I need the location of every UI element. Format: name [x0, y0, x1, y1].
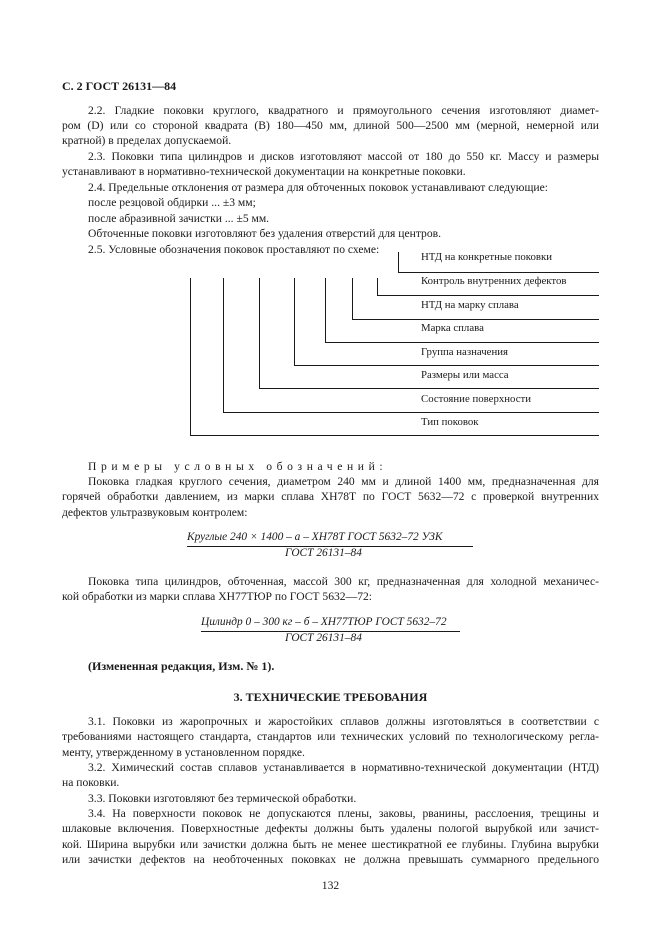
scheme-line-top [398, 252, 399, 273]
paragraph-3-3: 3.3. Поковки изготовляют без термической обработки. [88, 792, 357, 805]
scheme-hline-type [190, 435, 599, 436]
paragraph-3-1-line-1: 3.1. Поковки из жаропрочных и жаростойких сплавов должны изготовляться в соответствии с [88, 715, 599, 728]
scheme-label-size: Размеры или масса [421, 369, 509, 381]
paragraph-3-4-line-1: 3.4. На поверхности поковок не допускаются плены, заковы, рванины, расслоения, трещины и [88, 807, 599, 820]
scheme-line-control [377, 278, 378, 295]
section-3-title: 3. ТЕХНИЧЕСКИЕ ТРЕБОВАНИЯ [233, 690, 428, 704]
scheme-label-surface: Состояние поверхности [421, 393, 531, 405]
example-1-line-3: дефектов ультразвуковым контролем: [62, 506, 248, 519]
example-2-formula-denominator: ГОСТ 26131–84 [285, 632, 362, 644]
example-2-line-2: кой обработки из марки сплава ХН77ТЮР по ГОСТ 5632—72: [62, 590, 373, 603]
paragraph-2-2-line-3: кратной) в пределах допускаемой. [62, 134, 232, 147]
example-1-formula-numerator: Круглые 240 × 1400 – а – ХН78Т ГОСТ 5632–72 УЗК [187, 531, 443, 543]
scheme-line-alloy [325, 278, 326, 343]
page-header: С. 2 ГОСТ 26131—84 [62, 79, 177, 93]
paragraph-2-2-line-2: ром (D) или со стороной квадрата (B) 180—450 мм, длиной 500—2500 мм (мерной, немерной или [62, 119, 599, 132]
scheme-label-control: Контроль внутренних дефектов [421, 275, 567, 287]
paragraph-2-4-line-3: после абразивной зачистки ... ±5 мм. [88, 212, 270, 225]
paragraph-3-1-line-3: менту, утвержденному в установленном порядке. [62, 746, 305, 759]
scheme-hline-control [377, 295, 599, 296]
scheme-hline-alloy [325, 342, 599, 343]
page-number: 132 [321, 879, 340, 892]
example-2-line-1: Поковка типа цилиндров, обточенная, массой 300 кг, предназначенная для холодной механичес- [88, 575, 599, 588]
scheme-hline-alloy-ntd [352, 319, 599, 320]
paragraph-2-4-line-4: Обточенные поковки изготовляют без удаления отверстий для центров. [88, 227, 441, 240]
revision-note: (Измененная редакция, Изм. № 1). [88, 659, 275, 673]
paragraph-2-3-line-1: 2.3. Поковки типа цилиндров и дисков изготовляют массой от 180 до 550 кг. Массу и размеры [88, 150, 599, 163]
scheme-label-alloy: Марка сплава [421, 322, 484, 334]
paragraph-2-4-line-1: 2.4. Предельные отклонения от размера для обточенных поковок устанавливают следующие: [88, 181, 548, 194]
example-1-formula-denominator: ГОСТ 26131–84 [285, 547, 362, 559]
scheme-line-group [294, 278, 295, 365]
examples-heading: Примеры условных обозначений: [88, 460, 388, 473]
scheme-hline-group [294, 365, 599, 366]
paragraph-2-4-line-2: после резцовой обдирки ... ±3 мм; [88, 196, 256, 209]
example-1-line-2: горячей обработки давлением, из марки сплава ХН78Т по ГОСТ 5632—72 с проверкой внутренних [62, 490, 599, 503]
scheme-line-size [259, 278, 260, 388]
scheme-line-type [190, 278, 191, 436]
scheme-label-type: Тип поковок [421, 416, 479, 428]
paragraph-3-4-line-2: шлаковые включения. Поверхностные дефекты должны быть удалены пологой вырубкой или зачист- [62, 822, 599, 835]
scheme-hline-size [259, 388, 599, 389]
paragraph-2-5: 2.5. Условные обозначения поковок проставляют по схеме: [88, 243, 380, 256]
scheme-line-surface [223, 278, 224, 412]
example-1-line-1: Поковка гладкая круглого сечения, диаметром 240 мм и длиной 1400 мм, предназначенная для [88, 475, 599, 488]
paragraph-3-2-line-1: 3.2. Химический состав сплавов устанавливается в нормативно-технической документации (НТД) [88, 761, 599, 774]
paragraph-3-1-line-2: требованиями настоящего стандарта, стандартов или технических условий по технологическому регла- [62, 730, 599, 743]
paragraph-3-4-line-3: кой. Ширина вырубки или зачистки должна быть не менее шестикратной ее глубины. Глубина вырубки [62, 838, 599, 851]
example-2-formula-numerator: Цилиндр 0 – 300 кг – б – ХН77ТЮР ГОСТ 5632–72 [201, 616, 447, 628]
paragraph-2-3-line-2: устанавливают в нормативно-технической документации на конкретные поковки. [62, 165, 466, 178]
paragraph-3-2-line-2: на поковки. [62, 776, 120, 789]
scheme-label-ntd-forgings: НТД на конкретные поковки [421, 251, 552, 263]
paragraph-2-2-line-1: 2.2. Гладкие поковки круглого, квадратного и прямоугольного сечения изготовляют диамет- [88, 104, 599, 117]
scheme-line-alloy-ntd [352, 278, 353, 320]
scheme-label-group: Группа назначения [421, 346, 508, 358]
scheme-label-alloy-ntd: НТД на марку сплава [421, 299, 519, 311]
paragraph-3-4-line-4: или зачистки дефектов на необточенных поковках не должна превышать суммарного предельного [62, 853, 599, 866]
scheme-hline-ntd-forgings [398, 272, 599, 273]
scheme-hline-surface [223, 412, 599, 413]
